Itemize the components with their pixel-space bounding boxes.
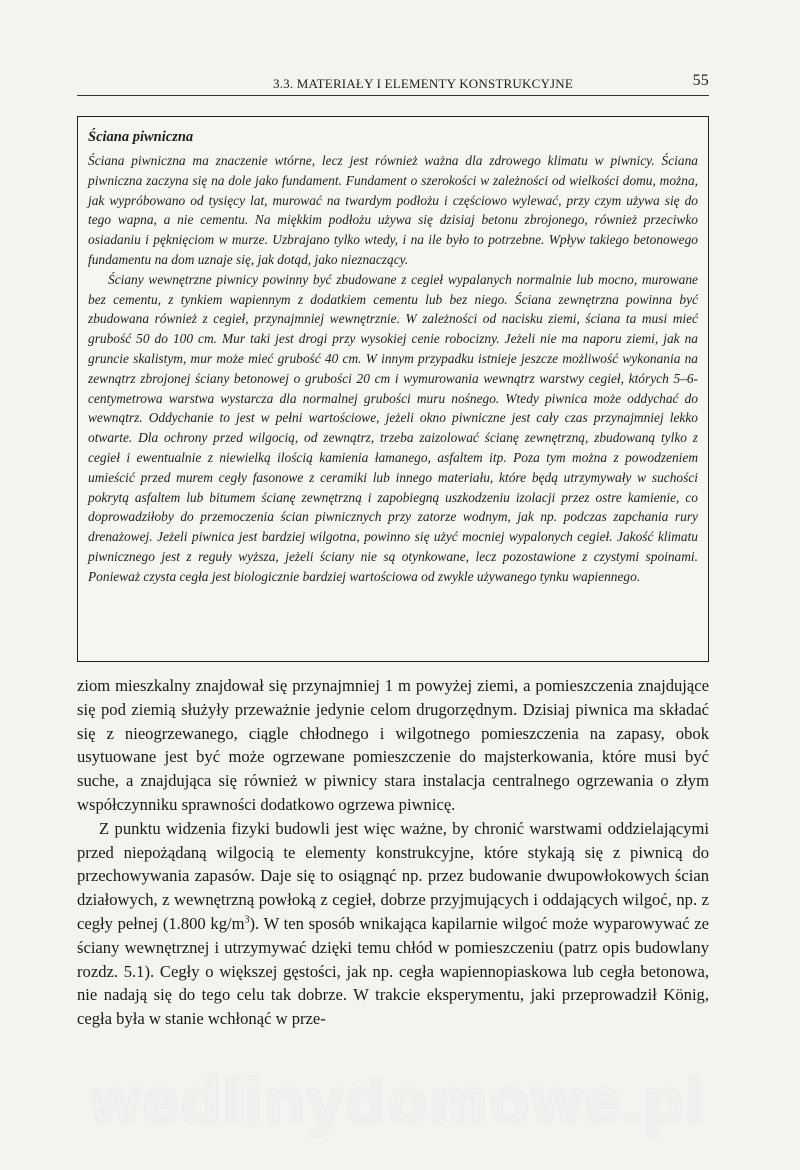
box-paragraph: Ściany wewnętrzne piwnicy powinny być zbudowane z cegieł wypalanych normalnie lub mocno, murowane bez cementu, z tynkiem wapiennym z dodatkiem cementu lub bez niego. Ściana zewnętrzna powinna być zbudowana również z cegieł, przynajmniej wewnętrznie. W zależności od nacisku ziemi, ściana ta musi mieć grubość 50 do 100 cm. Mur taki jest drogi przy wysokiej cenie robocizny. Jeżeli nie ma naporu ziemi, jak na gruncie skalistym, mur może mieć grubość 40 cm. W innym przypadku istnieje jeszcze możliwość wykonania na zewnątrz zbrojonej ściany betonowej o grubości 20 cm i wymurowania wewnątrz warstwy cegieł, których 5–6-centymetrowa warstwa wystarcza dla normalnej grubości muru nośnego. Wtedy piwnica może oddychać do wewnątrz. Oddychanie to jest w pełni wartościowe, jeżeli okno piwniczne jest cały czas przynajmniej lekko otwarte. Dla ochrony przed wilgocią, od zewnątrz, trzeba zaizolować ścianę zewnętrzną, zbudowaną tylko z cegieł i ewentualnie z niewielką ilością kamienia łamanego, asfaltem itp. Poza tym można z powodzeniem umieścić przed murem cegły fasonowe z ceramiki lub innego materiału, które będą utrzymywały w suchości pokrytą asfaltem lub bitumem ścianę zewnętrzną i zapobiegną uszkodzeniu izolacji przez ostre kamienie, co doprowadziłoby do przemoczenia ścian piwnicznych przy zatorze wodnym, jak np. podczas zapchania rury drenażowej. Jeżeli piwnica jest bardziej wilgotna, powinno się użyć mocniej wypalonych cegieł. Jakość klimatu piwnicznego jest z reguły wyższa, jeżeli ściany nie są otynkowane, lecz pozostawione z czystymi spoinami. Ponieważ czysta cegła jest biologicznie bardziej wartościowa od zwykle używanego tynku wapiennego. [88, 271, 698, 584]
sidebar-box [77, 116, 709, 662]
header-rule [77, 95, 709, 96]
main-text [77, 674, 709, 1031]
page-number: 55 [692, 72, 709, 89]
body-paragraph: ziom mieszkalny znajdował się przynajmniej 1 m powyżej ziemi, a pomieszczenia znajdujące się pod ziemią służyły przeważnie jedynie celom drugorzędnym. Dzisiaj piwnica ma składać się z nieogrzewanego, ciągle chłodnego i wilgotnego pomieszczenia na zapasy, obok usytuowane jest być może ogrzewane pomieszczenie do majsterkowania, które musi być suche, a znajdująca się również w piwnicy stara instalacja centralnego ogrzewania o złym współczynniku sprawności dodatkowo ogrzewa piwnicę. [77, 676, 709, 814]
running-header [77, 74, 709, 96]
sidebar-box-content [88, 127, 698, 587]
watermark: wedlinydomowe.pl [90, 1065, 707, 1137]
body-text-part: Z punktu widzenia fizyki budowli jest więc ważne, by chronić warstwami oddzielającymi przed niepożądaną wilgocią te elementy konstrukcyjne, które stykają się z piwnicą do przechowywania zapasów. Daje się to osiągnąć np. przez budowanie dwupowłokowych ścian działowych, z wewnętrzną powłoką z cegieł, dobrze przyjmujących i oddających wilgoć, np. z cegły pełnej (1.800 kg/m [77, 818, 709, 933]
section-title: 3.3. MATERIAŁY I ELEMENTY KONSTRUKCYJNE [273, 76, 574, 91]
body-paragraph [77, 817, 709, 1031]
box-title: Ściana piwniczna [88, 129, 194, 145]
box-paragraph: Ściana piwniczna ma znaczenie wtórne, lecz jest również ważna dla zdrowego klimatu w piwnicy. Ściana piwniczna zaczyna się na dole jako fundament. Fundament o szerokości w zależności od wielkości domu, można, jak wypróbowano od tysięcy lat, murować na twardym podłożu i częściowo wylewać, przy czym używa się do tego wapna, a nie cementu. Na miękkim podłożu używa się dzisiaj betonu zbrojonego, również przeciwko osiadaniu i pęknięciom w murze. Uzbrajano tylko wtedy, i na ile było to potrzebne. Wpływ takiego betonowego fundamentu na dom uznaje się, jak dotąd, jako nieznaczący. [88, 153, 698, 267]
body-text-part: ). W ten sposób wnikająca kapilarnie wilgoć może wyparowywać ze ściany wewnętrznej i utrzymywać dzięki temu chłód w pomieszczeniu (patrz opis budowlany rozdz. 5.1). Cegły o większej gęstości, jak np. cegła wapiennopiaskowa lub cegła betonowa, nie nadają się do tego celu tak dobrze. W trakcie eksperymentu, jaki przeprowadził König, cegła była w stanie wchłonąć w prze- [77, 913, 709, 1029]
superscript: 3 [244, 914, 250, 926]
